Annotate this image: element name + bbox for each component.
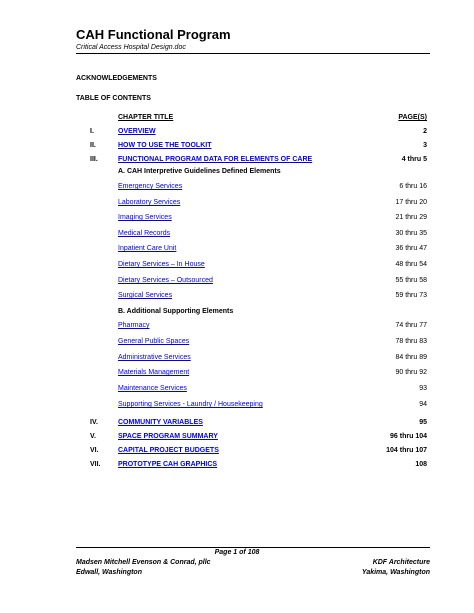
- toc-page-inpatient-care-unit: 36 thru 47: [395, 245, 427, 252]
- toc-link-laboratory-services[interactable]: Laboratory Services: [118, 199, 181, 206]
- toc-page-imaging-services: 21 thru 29: [395, 214, 427, 221]
- toc-link-laundry-housekeeping[interactable]: Supporting Services - Laundry / Housekeeping: [118, 401, 263, 408]
- footer-architect-location: Yakima, Washington: [361, 569, 430, 576]
- section-number: II.: [90, 142, 96, 149]
- toc-page-general-public-spaces: 78 thru 83: [395, 338, 427, 345]
- toc-link-pharmacy[interactable]: Pharmacy: [118, 322, 150, 329]
- toc-link-administrative-services[interactable]: Administrative Services: [118, 354, 191, 361]
- toc-link-imaging-services[interactable]: Imaging Services: [118, 214, 172, 221]
- section-number: I.: [90, 128, 94, 135]
- toc-page-capital-project-budgets: 104 thru 107: [386, 447, 427, 454]
- toc-page-functional-program-data: 4 thru 5: [401, 156, 427, 163]
- toc-page-overview: 2: [423, 128, 427, 135]
- toc-link-community-variables[interactable]: COMMUNITY VARIABLES: [118, 419, 203, 426]
- toc-page-prototype-cah-graphics: 108: [415, 461, 427, 468]
- toc-link-capital-project-budgets[interactable]: CAPITAL PROJECT BUDGETS: [118, 447, 219, 454]
- toc-link-prototype-cah-graphics[interactable]: PROTOTYPE CAH GRAPHICS: [118, 461, 218, 468]
- toc-link-emergency-services[interactable]: Emergency Services: [118, 183, 183, 190]
- toc-link-general-public-spaces[interactable]: General Public Spaces: [118, 338, 190, 345]
- document-title: CAH Functional Program: [76, 27, 231, 42]
- toc-page-how-to-use-toolkit: 3: [423, 142, 427, 149]
- toc-link-functional-program-data[interactable]: FUNCTIONAL PROGRAM DATA FOR ELEMENTS OF CARE: [118, 156, 313, 163]
- toc-page-dietary-in-house: 48 thru 54: [395, 261, 427, 268]
- footer-architect-name: KDF Architecture: [372, 559, 430, 566]
- document-filename: Critical Access Hospital Design.doc: [76, 44, 186, 51]
- section-number: VI.: [90, 447, 99, 454]
- section-number: VII.: [90, 461, 101, 468]
- section-number: V.: [90, 433, 96, 440]
- section-number: III.: [90, 156, 98, 163]
- toc-page-administrative-services: 84 thru 89: [395, 354, 427, 361]
- toc-link-how-to-use-toolkit[interactable]: HOW TO USE THE TOOLKIT: [118, 142, 212, 149]
- toc-page-dietary-outsourced: 55 thru 58: [395, 277, 427, 284]
- toc-link-dietary-in-house[interactable]: Dietary Services – In House: [118, 261, 205, 268]
- toc-heading: TABLE OF CONTENTS: [76, 95, 151, 102]
- toc-link-overview[interactable]: OVERVIEW: [118, 128, 156, 135]
- toc-page-surgical-services: 59 thru 73: [395, 292, 427, 299]
- toc-link-surgical-services[interactable]: Surgical Services: [118, 292, 173, 299]
- toc-page-laboratory-services: 17 thru 20: [395, 199, 427, 206]
- page-number: Page 1 of 108: [214, 549, 260, 556]
- toc-page-space-program-summary: 96 thru 104: [390, 433, 427, 440]
- chapter-title-column-header: CHAPTER TITLE: [118, 114, 174, 121]
- footer-firm-location: Edwall, Washington: [76, 569, 142, 576]
- toc-link-materials-management[interactable]: Materials Management: [118, 369, 190, 376]
- toc-page-materials-management: 90 thru 92: [395, 369, 427, 376]
- header-divider: [76, 53, 430, 54]
- toc-page-medical-records: 30 thru 35: [395, 230, 427, 237]
- toc-page-laundry-housekeeping: 94: [419, 401, 427, 408]
- toc-link-space-program-summary[interactable]: SPACE PROGRAM SUMMARY: [118, 433, 218, 440]
- section-number: IV.: [90, 419, 98, 426]
- toc-page-maintenance-services: 93: [419, 385, 427, 392]
- toc-link-dietary-outsourced[interactable]: Dietary Services – Outsourced: [118, 277, 213, 284]
- toc-page-community-variables: 95: [419, 419, 427, 426]
- footer-divider: [76, 547, 430, 548]
- toc-link-maintenance-services[interactable]: Maintenance Services: [118, 385, 187, 392]
- subsection-b-heading: B. Additional Supporting Elements: [118, 308, 234, 315]
- toc-link-inpatient-care-unit[interactable]: Inpatient Care Unit: [118, 245, 177, 252]
- subsection-a-heading: A. CAH Interpretive Guidelines Defined Elements: [118, 168, 281, 175]
- footer-firm-name: Madsen Mitchell Evenson & Conrad, pllc: [76, 559, 211, 566]
- acknowledgements-heading: ACKNOWLEDGEMENTS: [76, 75, 157, 82]
- pages-column-header: PAGE(S): [398, 114, 427, 121]
- toc-link-medical-records[interactable]: Medical Records: [118, 230, 171, 237]
- toc-page-pharmacy: 74 thru 77: [395, 322, 427, 329]
- toc-page-emergency-services: 6 thru 16: [399, 183, 427, 190]
